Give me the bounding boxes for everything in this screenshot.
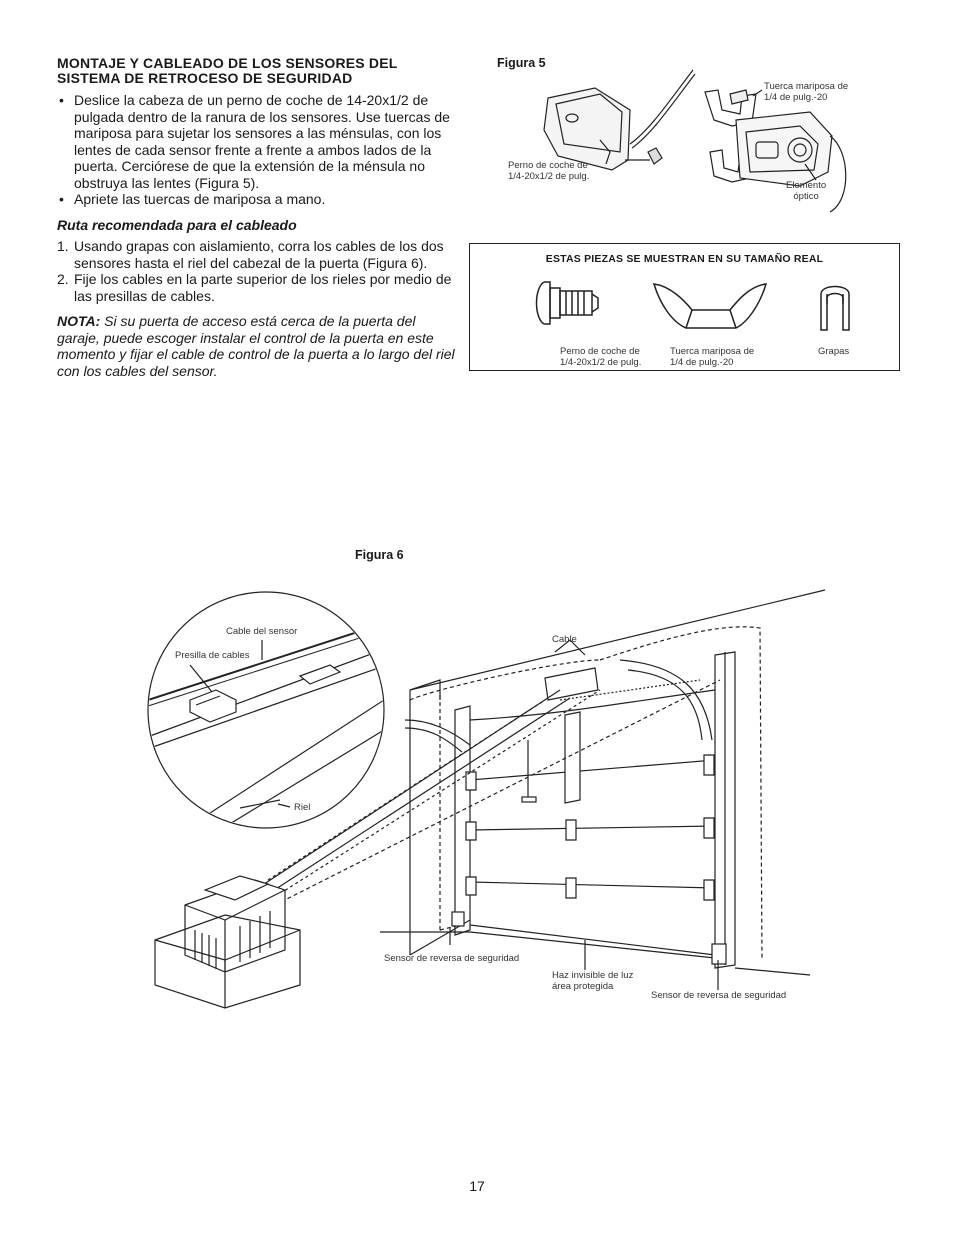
fig5-lens-line1: Elemento <box>786 180 827 191</box>
fig5-wing-nut-line1: Tuerca mariposa de <box>764 81 849 92</box>
fig6-rail-label: Riel <box>294 802 311 813</box>
parts-box-title: ESTAS PIEZAS SE MUESTRAN EN SU TAMAÑO REAL <box>545 253 824 265</box>
fig5-bolt-line2: 1/4-20x1/2 de pulg. <box>508 170 590 182</box>
heading-line-2: SISTEMA DE RETROCESO DE SEGURIDAD <box>57 70 353 86</box>
step-number: 1. <box>57 238 69 254</box>
fig5-bolt-line1: Perno de coche de <box>508 160 588 171</box>
parts-staple-line1: Grapas <box>818 346 850 357</box>
fig6-sensor-left-label: Sensor de reversa de seguridad <box>384 953 520 964</box>
figure6-title: Figura 6 <box>355 548 404 562</box>
page-number: 17 <box>469 1178 485 1194</box>
subheading: Ruta recomendada para el cableado <box>57 217 297 233</box>
fig6-beam-line1: Haz invisible de luz <box>552 970 634 981</box>
heading-line-1: MONTAJE Y CABLEADO DE LOS SENSORES DEL <box>57 55 398 71</box>
figure5-title: Figura 5 <box>497 56 546 70</box>
step-number: 2. <box>57 271 69 287</box>
step-text: Fije los cables en la parte superior de los rieles por medio de las presillas de cables. <box>74 271 452 304</box>
fig6-cable-label: Cable <box>552 634 577 645</box>
parts-bolt-line2: 1/4-20x1/2 de pulg. <box>560 356 642 368</box>
fig6-beam-line2: área protegida <box>552 980 614 992</box>
fig6-sensor-right-label: Sensor de reversa de seguridad <box>651 990 787 1001</box>
note-label: NOTA: <box>57 313 101 329</box>
fig6-sensor-cable-label: Cable del sensor <box>226 626 298 637</box>
fig6-cable-clip-label: Presilla de cables <box>175 650 250 661</box>
bullet-item: • Apriete las tuercas de mariposa a mano. <box>57 191 462 208</box>
note-text: Si su puerta de acceso está cerca de la puerta del garaje, puede escoger instalar el control de la puerta en este momento y fijar el cable de control de la puerta a lo largo del riel con los cables del sensor. <box>57 313 455 379</box>
parts-bolt-line1: Perno de coche de <box>560 346 640 357</box>
fig5-wing-nut-line2: 1/4 de pulg.-20 <box>764 91 828 103</box>
step-text: Usando grapas con aislamiento, corra los cables de los dos sensores hasta el riel del cabezal de la puerta (Figura 6). <box>74 238 444 271</box>
parts-wing-nut-line1: Tuerca mariposa de <box>670 346 755 357</box>
fig5-lens-line2: óptico <box>793 190 819 202</box>
bullet-item: • Deslice la cabeza de un perno de coche de 14-20x1/2 de pulgada dentro de la ranura de los sensores. Use tuercas de mariposa para sujetar los sensores a las ménsulas, con los lentes de cada sensor frente a frente a ambos lados de la puerta. Cerciórese de que la extensión de la ménsula no obstruya las lentes (Figura 5). <box>57 92 462 191</box>
parts-wing-nut-line2: 1/4 de pulg.-20 <box>670 356 734 368</box>
fig6-beam-label <box>552 971 633 992</box>
